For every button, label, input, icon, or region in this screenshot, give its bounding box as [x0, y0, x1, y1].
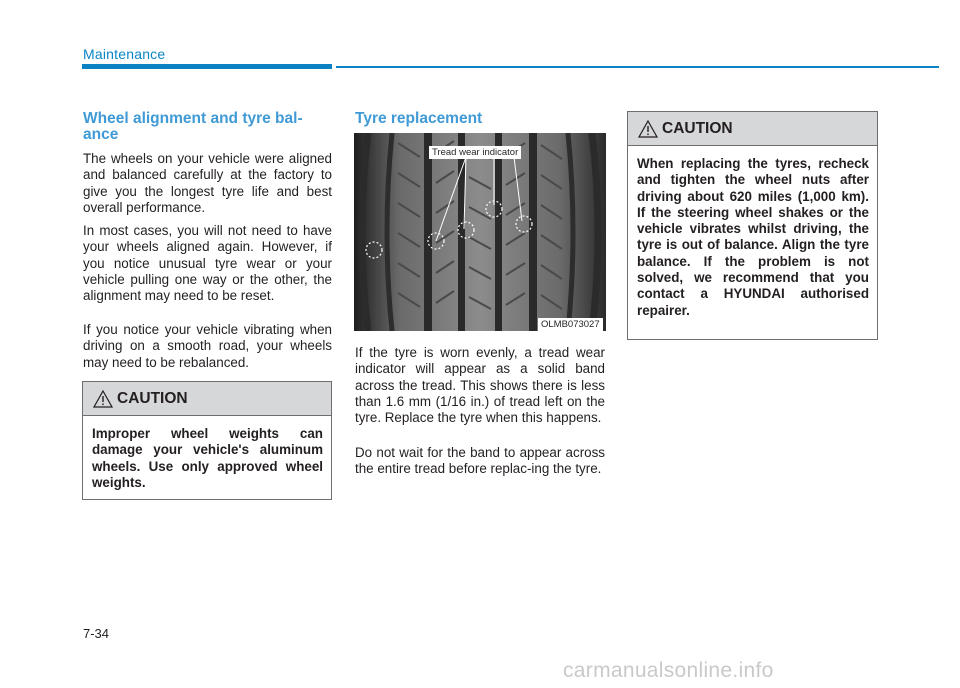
warning-triangle-icon — [93, 390, 113, 408]
paragraph: If you notice your vehicle vibrating when driving on a smooth road, your wheels may need to be rebalanced. — [83, 322, 332, 370]
section-title: Maintenance — [83, 46, 166, 62]
caution-text: Improper wheel weights can damage your vehicle's aluminum wheels. Use only approved wheel weights. — [92, 426, 323, 490]
caution-title: CAUTION — [662, 119, 733, 137]
wheel-alignment-heading — [83, 111, 333, 143]
caution-text: When replacing the tyres, recheck and tighten the wheel nuts after driving about 620 miles (1,000 km). If the steering wheel shakes or the vehicle vibrates whilst driving, the tyre is out of balance. Align the tyre balance. If the problem is not solved, we recommend that you contact a HYUNDAI authorised repairer. — [637, 156, 869, 318]
warning-triangle-icon — [638, 120, 658, 138]
paragraph: If the tyre is worn evenly, a tread wear indicator will appear as a solid band across the tread. This shows there is less than 1.6 mm (1/16 in.) of tread left on the tyre. Replace the tyre when this happens. — [355, 345, 605, 426]
caution-title: CAUTION — [117, 389, 188, 407]
caution-box — [627, 111, 878, 340]
caution-box — [82, 381, 332, 500]
heading-line: ance — [83, 126, 119, 143]
tyre-tread-image — [354, 133, 606, 331]
caution-header — [628, 112, 877, 146]
header-rule-thick — [82, 64, 332, 69]
paragraph: In most cases, you will not need to have your wheels aligned again. However, if you notice unusual tyre wear or your vehicle pulling one way or the other, the alignment may need to be reset. — [83, 223, 332, 304]
figure-callout-label: Tread wear indicator — [429, 146, 521, 159]
paragraph: Do not wait for the band to appear across the entire tread before replac-ing the tyre. — [355, 445, 605, 477]
caution-header — [83, 382, 331, 416]
header-rule-thin — [336, 66, 939, 68]
paragraph: The wheels on your vehicle were aligned and balanced carefully at the factory to give you the longest tyre life and best overall performance. — [83, 151, 332, 215]
figure-code: OLMB073027 — [538, 318, 603, 331]
watermark: carmanualsonline.info — [563, 659, 774, 682]
tyre-replacement-heading: Tyre replacement — [355, 110, 483, 127]
page-number: 7-34 — [83, 626, 110, 641]
heading-line: Wheel alignment and tyre bal- — [83, 110, 303, 127]
